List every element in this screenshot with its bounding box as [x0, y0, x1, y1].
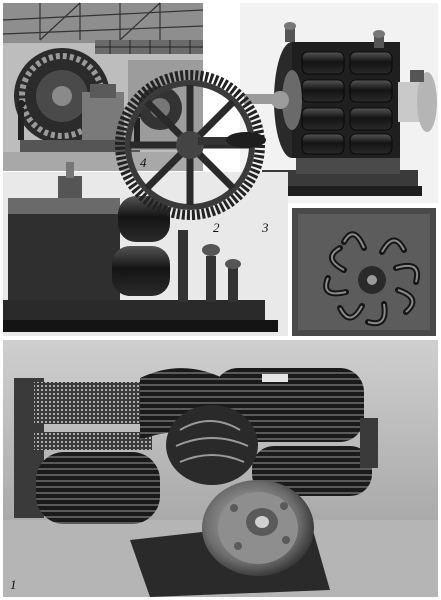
- figure-label-1: 1: [10, 577, 17, 592]
- figure-label-2: 2: [213, 220, 220, 235]
- panel-1-large-machine: [3, 340, 438, 597]
- figure-label-3: 3: [262, 220, 269, 235]
- panel-armature-plate: [292, 208, 436, 336]
- figure-label-4: 4: [140, 155, 147, 170]
